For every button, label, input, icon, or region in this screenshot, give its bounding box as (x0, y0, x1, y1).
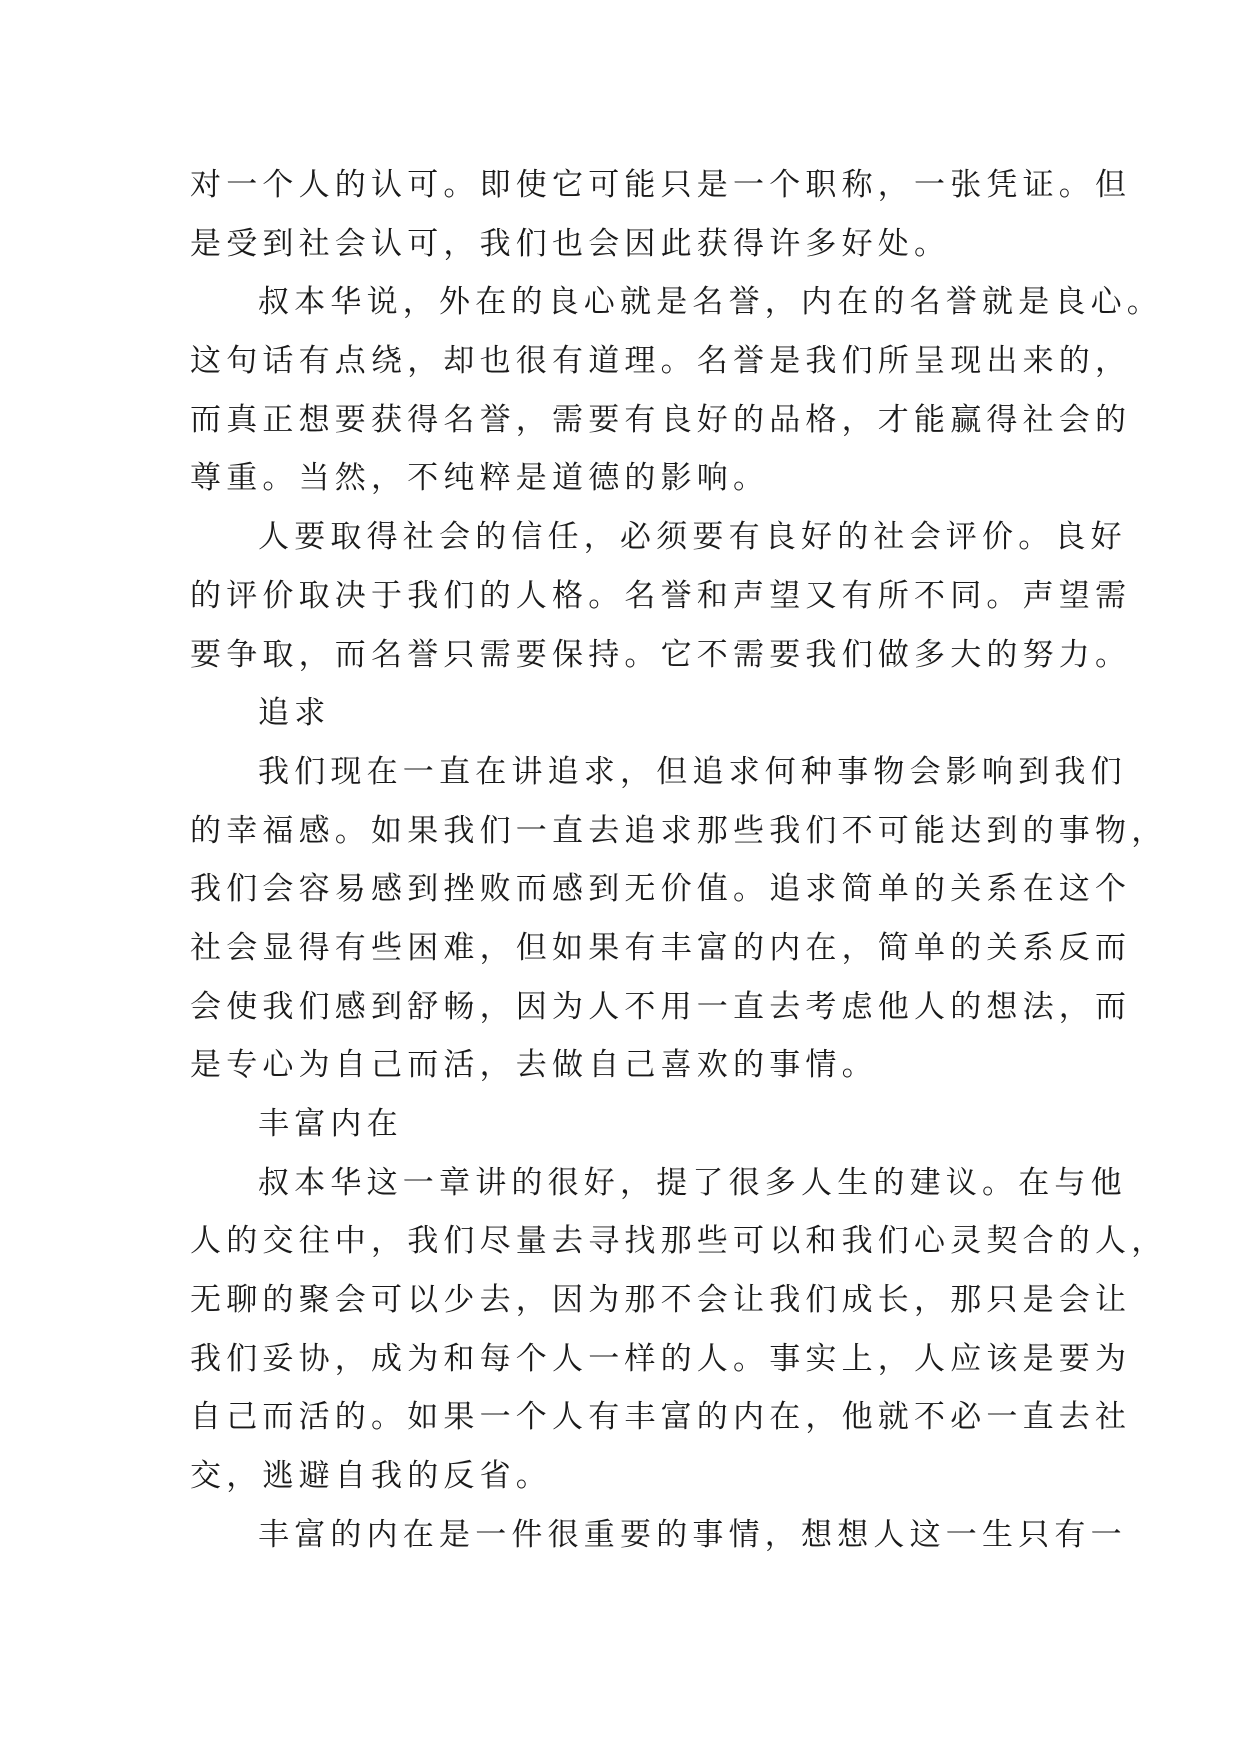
text-line: 社会显得有些困难，但如果有丰富的内在，简单的关系反而 (190, 929, 1132, 966)
text-line: 是受到社会认可，我们也会因此获得许多好处。 (190, 225, 951, 262)
text-line: 而真正想要获得名誉，需要有良好的品格，才能赢得社会的 (190, 401, 1132, 438)
document-body (190, 156, 1168, 1565)
text-line: 要争取，而名誉只需要保持。它不需要我们做多大的努力。 (190, 636, 1132, 673)
text-line: 无聊的聚会可以少去，因为那不会让我们成长，那只是会让 (190, 1282, 1132, 1319)
paragraph-start-line: 叔本华说，外在的良心就是名誉，内在的名誉就是良心。 (258, 284, 1163, 321)
section-heading: 丰富内在 (258, 1106, 403, 1142)
paragraph-start-line: 丰富的内在是一件很重要的事情，想想人这一生只有一 (258, 1516, 1127, 1553)
paragraph-start-line: 我们现在一直在讲追求，但追求何种事物会影响到我们 (258, 753, 1127, 790)
paragraph-start-line: 叔本华这一章讲的很好，提了很多人生的建议。在与他 (258, 1164, 1127, 1201)
text-line: 的幸福感。如果我们一直去追求那些我们不可能达到的事物， (190, 812, 1168, 849)
text-line: 人的交往中，我们尽量去寻找那些可以和我们心灵契合的人， (190, 1223, 1168, 1260)
text-line: 是专心为自己而活，去做自己喜欢的事情。 (190, 1047, 878, 1084)
text-line: 会使我们感到舒畅，因为人不用一直去考虑他人的想法，而 (190, 988, 1132, 1025)
text-line: 对一个人的认可。即使它可能只是一个职称，一张凭证。但 (190, 167, 1132, 203)
text-line: 这句话有点绕，却也很有道理。名誉是我们所呈现出来的， (190, 343, 1132, 380)
section-heading: 追求 (258, 695, 331, 732)
text-line: 的评价取决于我们的人格。名誉和声望又有所不同。声望需 (190, 577, 1132, 614)
text-line: 尊重。当然，不纯粹是道德的影响。 (190, 460, 770, 497)
text-line: 我们会容易感到挫败而感到无价值。追求简单的关系在这个 (190, 871, 1132, 908)
text-line: 交，逃避自我的反省。 (190, 1458, 552, 1495)
paragraph-start-line: 人要取得社会的信任，必须要有良好的社会评价。良好 (258, 519, 1127, 556)
text-line: 我们妥协，成为和每个人一样的人。事实上，人应该是要为 (190, 1340, 1132, 1377)
text-line: 自己而活的。如果一个人有丰富的内在，他就不必一直去社 (190, 1399, 1132, 1436)
